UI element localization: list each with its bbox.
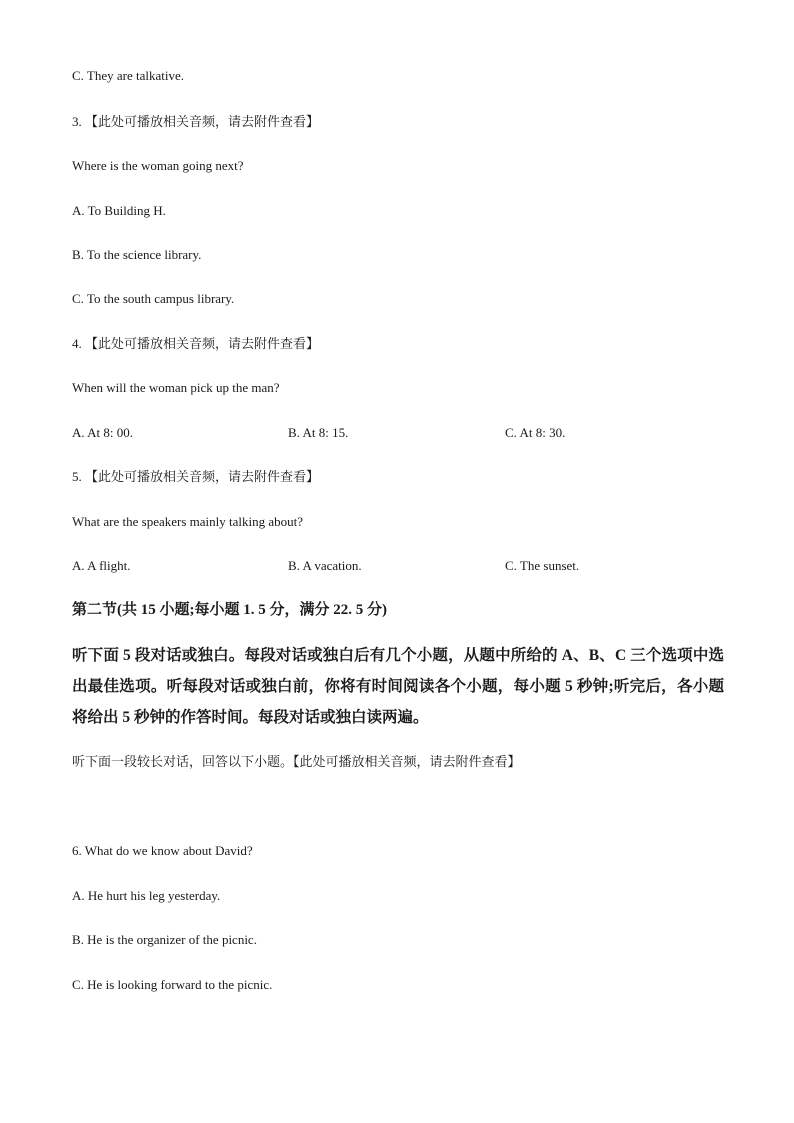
q4-option-c: C. At 8: 30. [505, 425, 566, 440]
dialogue-intro: 听下面一段较长对话，回答以下小题。【此处可播放相关音频，请去附件查看】 [72, 754, 521, 769]
q3-option-b: B. To the science library. [72, 247, 202, 262]
q5-option-c: C. The sunset. [505, 558, 580, 573]
q6-option-b: B. He is the organizer of the picnic. [72, 932, 257, 947]
q5-option-b: B. A vacation. [288, 558, 362, 573]
q4-label: 4. 【此处可播放相关音频，请去附件查看】 [72, 336, 320, 351]
q5-option-a: A. A flight. [72, 558, 131, 573]
q4-option-a: A. At 8: 00. [72, 425, 134, 440]
q3-option-a: A. To Building H. [72, 203, 166, 218]
q3-label: 3. 【此处可播放相关音频，请去附件查看】 [72, 114, 320, 129]
q5-question: What are the speakers mainly talking about? [72, 514, 304, 529]
q2-option-c: C. They are talkative. [72, 68, 185, 83]
q3-question: Where is the woman going next? [72, 158, 244, 173]
q5-label: 5. 【此处可播放相关音频，请去附件查看】 [72, 469, 320, 484]
q6-option-a: A. He hurt his leg yesterday. [72, 888, 221, 903]
q4-option-b: B. At 8: 15. [288, 425, 349, 440]
q4-question: When will the woman pick up the man? [72, 380, 280, 395]
section2-instructions: 听下面 5 段对话或独白。每段对话或独白后有几个小题，从题中所给的 A、B、C 三个选项中选出最佳选项。听每段对话或独白前，你将有时间阅读各个小题，每小题 5 秒钟;听完后，各小题将给出 5 秒钟的作答时间。每段对话或独白读两遍。 [72, 647, 724, 726]
q3-option-c: C. To the south campus library. [72, 291, 235, 306]
q6-question: 6. What do we know about David? [72, 843, 253, 858]
section2-heading: 第二节(共 15 小题;每小题 1. 5 分，满分 22. 5 分) [72, 602, 387, 618]
q6-option-c: C. He is looking forward to the picnic. [72, 977, 273, 992]
